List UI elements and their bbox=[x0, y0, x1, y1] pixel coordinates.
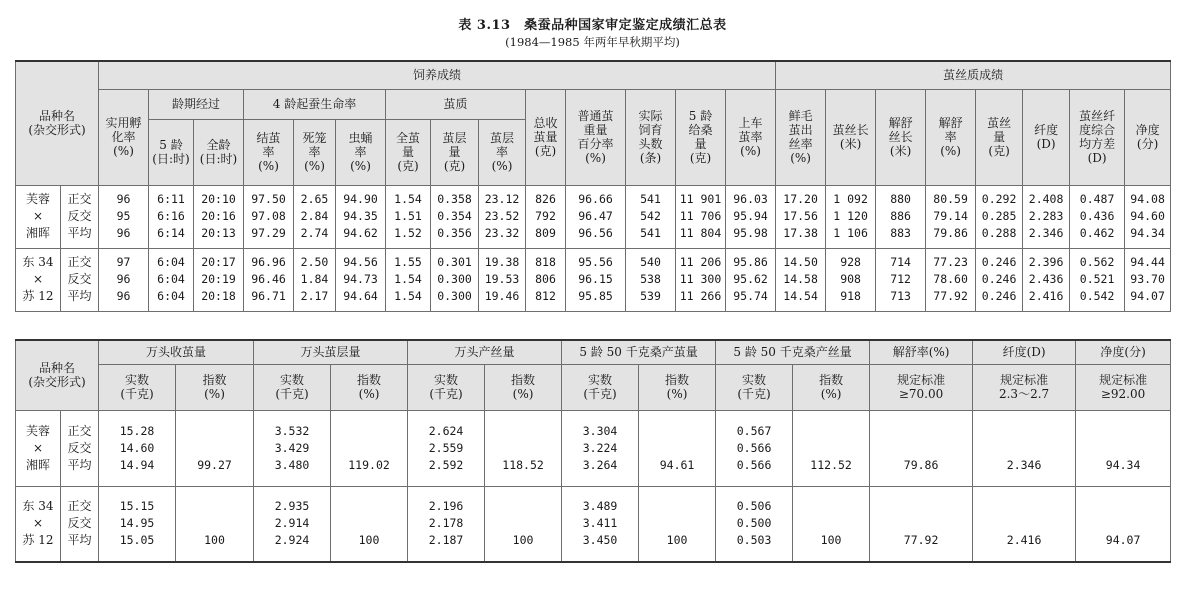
hatch-rate-header: 实用孵 化率 (%) bbox=[99, 89, 149, 185]
table-cell: 2.196 2.178 2.187 bbox=[408, 486, 485, 562]
leaf-silk-actual-header: 实数 (千克) bbox=[716, 364, 793, 410]
table-cell: 95.56 96.15 95.85 bbox=[566, 248, 626, 311]
denier-standard-header: 规定标准 2.3～2.7 bbox=[973, 364, 1076, 410]
actual-count-header: 实际 饲育 头数 (条) bbox=[626, 89, 676, 185]
table-cell: 100 bbox=[639, 486, 716, 562]
neatness-standard-header: 规定标准 ≥92.00 bbox=[1076, 364, 1171, 410]
table-cell: 118.52 bbox=[485, 410, 562, 486]
table-cell: 23.12 23.52 23.32 bbox=[479, 185, 526, 248]
shell-index-header: 指数 (%) bbox=[331, 364, 408, 410]
table-cell: 100 bbox=[176, 486, 254, 562]
table-cell: 94.07 bbox=[1076, 486, 1171, 562]
table-cell: 1.54 1.51 1.52 bbox=[386, 185, 431, 248]
table-cell: 96.03 95.94 95.98 bbox=[726, 185, 776, 248]
silk-weight-header: 茧丝 量 (克) bbox=[976, 89, 1023, 185]
leaf-silk-header: 5 龄 50 千克桑产丝量 bbox=[716, 340, 870, 364]
neatness-header-2: 净度(分) bbox=[1076, 340, 1171, 364]
table-cell: 99.27 bbox=[176, 410, 254, 486]
table-cell: 2.935 2.914 2.924 bbox=[254, 486, 331, 562]
cross-type: 正交 反交 平均 bbox=[61, 410, 99, 486]
table-cell: 0.487 0.436 0.462 bbox=[1070, 185, 1125, 248]
table-cell: 15.28 14.60 14.94 bbox=[99, 410, 176, 486]
table-cell: 94.34 bbox=[1076, 410, 1171, 486]
whole-weight-header: 全茧 量 (克) bbox=[386, 119, 431, 185]
cross-type: 正交 反交 平均 bbox=[61, 248, 99, 311]
group-silk-header: 茧丝质成绩 bbox=[776, 61, 1171, 89]
instar-header: 龄期经过 bbox=[149, 89, 244, 119]
table-cell: 2.50 1.84 2.17 bbox=[294, 248, 336, 311]
table-cell: 540 538 539 bbox=[626, 248, 676, 311]
cocoon-quality-header: 茧质 bbox=[386, 89, 526, 119]
filament-length-header: 茧丝长 (米) bbox=[826, 89, 876, 185]
dead-rate-header: 死笼 率 (%) bbox=[294, 119, 336, 185]
denier-header: 纤度 (D) bbox=[1023, 89, 1070, 185]
variety-name: 芙蓉 × 湘晖 bbox=[16, 410, 61, 486]
table-cell: 6:11 6:16 6:14 bbox=[149, 185, 194, 248]
yield-summary-table bbox=[15, 339, 1171, 563]
leaf-cocoon-header: 5 龄 50 千克桑产茧量 bbox=[562, 340, 716, 364]
table-row bbox=[16, 185, 1171, 248]
denier-header-2: 纤度(D) bbox=[973, 340, 1076, 364]
denier-variance-header: 茧丝纤 度综合 均方差 (D) bbox=[1070, 89, 1125, 185]
table-cell: 97.50 97.08 97.29 bbox=[244, 185, 294, 248]
leaf-cocoon-index-header: 指数 (%) bbox=[639, 364, 716, 410]
table-cell: 2.416 bbox=[973, 486, 1076, 562]
table-cell: 714 712 713 bbox=[876, 248, 926, 311]
table-row bbox=[16, 248, 1171, 311]
table-cell: 94.61 bbox=[639, 410, 716, 486]
table-cell: 96.96 96.46 96.71 bbox=[244, 248, 294, 311]
reelability-header-2: 解舒率(%) bbox=[870, 340, 973, 364]
variety-name: 芙蓉 × 湘晖 bbox=[16, 185, 61, 248]
instar-all-header: 全龄 (日:时) bbox=[194, 119, 244, 185]
variety-name: 东 34 × 苏 12 bbox=[16, 248, 61, 311]
cross-type: 正交 反交 平均 bbox=[61, 486, 99, 562]
table-cell: 3.304 3.224 3.264 bbox=[562, 410, 639, 486]
pupa-rate-header: 虫蛹 率 (%) bbox=[336, 119, 386, 185]
table-cell: 112.52 bbox=[793, 410, 870, 486]
table-row bbox=[16, 486, 1171, 562]
table-cell: 79.86 bbox=[870, 410, 973, 486]
table-cell: 2.396 2.436 2.416 bbox=[1023, 248, 1070, 311]
table-cell: 3.532 3.429 3.480 bbox=[254, 410, 331, 486]
table-cell: 20:17 20:19 20:18 bbox=[194, 248, 244, 311]
table-cell: 14.50 14.58 14.54 bbox=[776, 248, 826, 311]
cocoon-yield-header: 万头收茧量 bbox=[99, 340, 254, 364]
silk-actual-header: 实数 (千克) bbox=[408, 364, 485, 410]
table1-body bbox=[16, 185, 1171, 311]
table-cell: 2.346 bbox=[973, 410, 1076, 486]
neatness-header: 净度 (分) bbox=[1125, 89, 1171, 185]
table-cell: 94.90 94.35 94.62 bbox=[336, 185, 386, 248]
table-cell: 2.624 2.559 2.592 bbox=[408, 410, 485, 486]
instar5-header: 5 龄 (日:时) bbox=[149, 119, 194, 185]
shell-weight-header: 茧层 量 (克) bbox=[431, 119, 479, 185]
leaf-amount-header: 5 龄 给桑 量 (克) bbox=[676, 89, 726, 185]
leaf-silk-index-header: 指数 (%) bbox=[793, 364, 870, 410]
normal-pct-header: 普通茧 重量 百分率 (%) bbox=[566, 89, 626, 185]
viability-header: 4 龄起蚕生命率 bbox=[244, 89, 386, 119]
table-cell: 100 bbox=[331, 486, 408, 562]
table-cell: 0.358 0.354 0.356 bbox=[431, 185, 479, 248]
table-cell: 94.56 94.73 94.64 bbox=[336, 248, 386, 311]
table-cell: 11 901 11 706 11 804 bbox=[676, 185, 726, 248]
table-cell: 96 95 96 bbox=[99, 185, 149, 248]
group-feeding-header: 饲养成绩 bbox=[99, 61, 776, 89]
table-cell: 15.15 14.95 15.05 bbox=[99, 486, 176, 562]
table-cell: 818 806 812 bbox=[526, 248, 566, 311]
table-cell: 94.44 93.70 94.07 bbox=[1125, 248, 1171, 311]
table-cell: 0.246 0.246 0.246 bbox=[976, 248, 1023, 311]
table-cell: 95.86 95.62 95.74 bbox=[726, 248, 776, 311]
table-cell: 0.301 0.300 0.300 bbox=[431, 248, 479, 311]
table-cell: 20:10 20:16 20:13 bbox=[194, 185, 244, 248]
raw-silk-header: 鲜毛 茧出 丝率 (%) bbox=[776, 89, 826, 185]
cocoon-actual-header: 实数 (千克) bbox=[99, 364, 176, 410]
table-cell: 19.38 19.53 19.46 bbox=[479, 248, 526, 311]
table-cell: 80.59 79.14 79.86 bbox=[926, 185, 976, 248]
table-cell: 1 092 1 120 1 106 bbox=[826, 185, 876, 248]
table-cell: 11 206 11 300 11 266 bbox=[676, 248, 726, 311]
variety-header-2: 品种名 (杂交形式) bbox=[16, 340, 99, 410]
table-cell: 100 bbox=[793, 486, 870, 562]
cocoon-rate-header: 结茧 率 (%) bbox=[244, 119, 294, 185]
table-cell: 2.65 2.84 2.74 bbox=[294, 185, 336, 248]
cross-type: 正交 反交 平均 bbox=[61, 185, 99, 248]
leaf-cocoon-actual-header: 实数 (千克) bbox=[562, 364, 639, 410]
table-cell: 826 792 809 bbox=[526, 185, 566, 248]
table-cell: 1.55 1.54 1.54 bbox=[386, 248, 431, 311]
total-yield-header: 总收 茧量 (克) bbox=[526, 89, 566, 185]
table-cell: 928 908 918 bbox=[826, 248, 876, 311]
table-cell: 100 bbox=[485, 486, 562, 562]
table-cell: 94.08 94.60 94.34 bbox=[1125, 185, 1171, 248]
table-cell: 3.489 3.411 3.450 bbox=[562, 486, 639, 562]
variety-header: 品种名 (杂交形式) bbox=[16, 61, 99, 185]
table-cell: 6:04 6:04 6:04 bbox=[149, 248, 194, 311]
table-cell: 880 886 883 bbox=[876, 185, 926, 248]
reelability-standard-header: 规定标准 ≥70.00 bbox=[870, 364, 973, 410]
table-cell: 119.02 bbox=[331, 410, 408, 486]
shell-yield-header: 万头茧层量 bbox=[254, 340, 408, 364]
silk-index-header: 指数 (%) bbox=[485, 364, 562, 410]
silk-yield-header: 万头产丝量 bbox=[408, 340, 562, 364]
shell-rate-header: 茧层 率 (%) bbox=[479, 119, 526, 185]
table-cell: 96.66 96.47 96.56 bbox=[566, 185, 626, 248]
table-cell: 2.408 2.283 2.346 bbox=[1023, 185, 1070, 248]
table-row bbox=[16, 410, 1171, 486]
reel-length-header: 解舒 丝长 (米) bbox=[876, 89, 926, 185]
table-cell: 97 96 96 bbox=[99, 248, 149, 311]
table-title: 表 3.13 桑蚕品种国家审定鉴定成绩汇总表 bbox=[458, 18, 727, 33]
cocoon-index-header: 指数 (%) bbox=[176, 364, 254, 410]
table-cell: 17.20 17.56 17.38 bbox=[776, 185, 826, 248]
table-cell: 77.23 78.60 77.92 bbox=[926, 248, 976, 311]
reelability-header: 解舒 率 (%) bbox=[926, 89, 976, 185]
variety-name: 东 34 × 苏 12 bbox=[16, 486, 61, 562]
table-cell: 541 542 541 bbox=[626, 185, 676, 248]
reel-rate-header: 上车 茧率 (%) bbox=[726, 89, 776, 185]
table-cell: 0.567 0.566 0.566 bbox=[716, 410, 793, 486]
shell-actual-header: 实数 (千克) bbox=[254, 364, 331, 410]
table-cell: 77.92 bbox=[870, 486, 973, 562]
table-cell: 0.292 0.285 0.288 bbox=[976, 185, 1023, 248]
feeding-silk-results-table bbox=[15, 60, 1171, 312]
table-cell: 0.506 0.500 0.503 bbox=[716, 486, 793, 562]
table2-body bbox=[16, 410, 1171, 562]
table-cell: 0.562 0.521 0.542 bbox=[1070, 248, 1125, 311]
table-subtitle: (1984—1985 年两年早秋期平均) bbox=[505, 35, 680, 49]
